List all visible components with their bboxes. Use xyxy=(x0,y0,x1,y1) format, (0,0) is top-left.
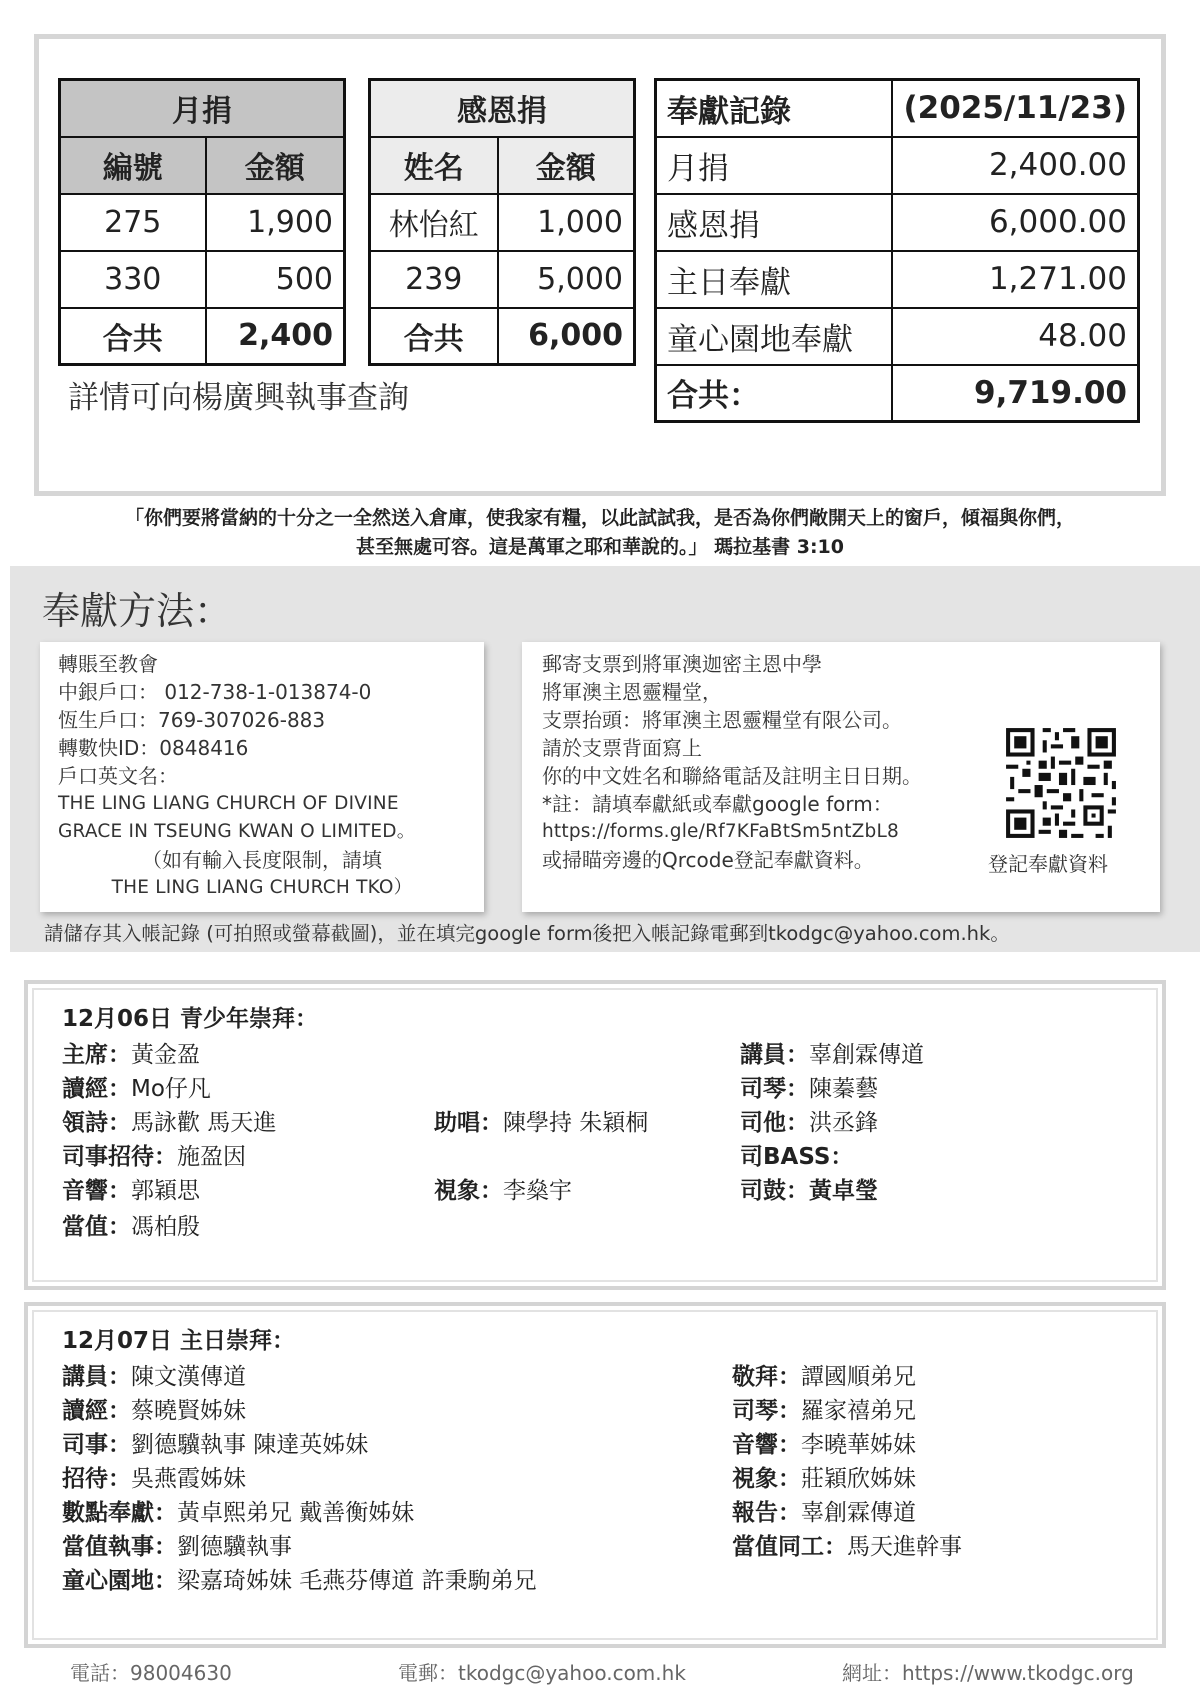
role-label: 司琴： xyxy=(740,1076,809,1102)
thanks-total-label: 合共 xyxy=(370,308,498,365)
google-form-link[interactable]: https://forms.gle/Rf7KFaBtSm5ntZbL8 xyxy=(542,821,899,842)
role-person: 馬天進幹事 xyxy=(847,1534,962,1560)
table-row xyxy=(656,251,1139,308)
offering-record-table xyxy=(654,78,1140,423)
record-row-amount: 6,000.00 xyxy=(892,194,1139,251)
sunday-kids-corner xyxy=(62,1562,537,1595)
table-row xyxy=(656,194,1139,251)
sunday-duty-staff xyxy=(732,1528,962,1561)
thanksgiving-offering-table xyxy=(368,78,636,366)
role-label: 司他： xyxy=(740,1110,809,1136)
record-row-label: 主日奉獻 xyxy=(656,251,892,308)
hang-seng-account-line[interactable]: 恆生戶口：769-307026-883 xyxy=(58,708,326,732)
bible-verse-line1: 「你們要將當納的十分之一全然送入倉庫，使我家有糧，以此試試我，是否為你們敞開天上的窗戶，傾福與你們， xyxy=(124,507,1075,529)
role-person: 羅家禧弟兄 xyxy=(801,1398,916,1424)
table-row xyxy=(60,194,345,251)
thanks-table-title: 感恩捐 xyxy=(370,80,635,137)
youth-drum xyxy=(740,1172,878,1205)
col-header-name: 姓名 xyxy=(370,137,498,194)
role-label: 視象： xyxy=(434,1178,503,1204)
sunday-speaker xyxy=(62,1358,246,1391)
cheque-line: 支票抬頭：將軍澳主恩靈糧堂有限公司。 xyxy=(542,708,902,732)
monthly-total-label: 合共 xyxy=(60,308,206,365)
monthly-offering-table xyxy=(58,78,346,366)
record-row-label: 童心園地奉獻 xyxy=(656,308,892,365)
role-person: 陳學持 朱穎桐 xyxy=(503,1110,649,1136)
cheque-line: 將軍澳主恩靈糧堂， xyxy=(542,680,722,704)
role-label: 數點奉獻： xyxy=(62,1500,177,1526)
table-row xyxy=(60,308,345,365)
role-person: 劉德驥執事 陳達英姊妹 xyxy=(131,1432,369,1458)
role-person: 李曉華姊妹 xyxy=(801,1432,916,1458)
record-total-label: 合共： xyxy=(656,365,892,422)
cheque-line: 你的中文姓名和聯絡電話及註明主日日期。 xyxy=(542,764,922,788)
bible-verse-line2: 甚至無處可容。這是萬軍之耶和華說的。」 瑪拉基書 3:10 xyxy=(356,536,844,558)
table-row xyxy=(370,251,635,308)
role-label: 助唱： xyxy=(434,1110,503,1136)
sunday-sound xyxy=(732,1426,916,1459)
account-name-line: THE LING LIANG CHURCH OF DIVINE xyxy=(58,793,399,814)
role-person: 馬詠歡 馬天進 xyxy=(131,1110,277,1136)
youth-piano xyxy=(740,1070,878,1103)
table-row xyxy=(370,194,635,251)
youth-guitar xyxy=(740,1104,878,1137)
footer-phone: 電話：98004630 xyxy=(70,1661,232,1685)
table-row xyxy=(656,308,1139,365)
role-label: 講員： xyxy=(740,1042,809,1068)
role-label: 主席： xyxy=(62,1042,131,1068)
youth-duty xyxy=(62,1208,200,1241)
role-person: 陳蓁藝 xyxy=(809,1076,878,1102)
fps-id-line[interactable]: 轉數快ID：0848416 xyxy=(58,736,249,760)
cheque-card xyxy=(522,642,1160,912)
monthly-total-value: 2,400 xyxy=(206,308,345,365)
role-label: 招待： xyxy=(62,1466,131,1492)
record-date: (2025/11/23) xyxy=(892,80,1139,137)
length-limit-note: （如有輸入長度限制，請填 xyxy=(142,848,382,872)
sunday-worship xyxy=(732,1358,916,1391)
footer-website[interactable]: 網址：https://www.tkodgc.org xyxy=(842,1661,1134,1685)
sunday-report xyxy=(732,1494,916,1527)
role-person: 郭穎思 xyxy=(131,1178,200,1204)
sunday-piano xyxy=(732,1392,916,1425)
role-person: 李燊宇 xyxy=(503,1178,572,1204)
record-title: 奉獻記錄 xyxy=(656,80,892,137)
role-person: 黃卓瑩 xyxy=(809,1178,878,1204)
thanks-row-name: 林怡紅 xyxy=(370,194,498,251)
role-label: 司事招待： xyxy=(62,1144,177,1170)
role-label: 司琴： xyxy=(732,1398,801,1424)
col-header-number: 編號 xyxy=(60,137,206,194)
qrcode-note: 或掃瞄旁邊的Qrcode登記奉獻資料。 xyxy=(542,848,874,872)
record-row-amount: 2,400.00 xyxy=(892,137,1139,194)
thanks-row-name: 239 xyxy=(370,251,498,308)
monthly-row-number: 330 xyxy=(60,251,206,308)
monthly-row-amount: 500 xyxy=(206,251,345,308)
col-header-amount: 金額 xyxy=(498,137,635,194)
cheque-line: 請於支票背面寫上 xyxy=(542,736,702,760)
youth-visual xyxy=(434,1172,572,1205)
sunday-visual xyxy=(732,1460,916,1493)
record-total-value: 9,719.00 xyxy=(892,365,1139,422)
role-label: 當值執事： xyxy=(62,1534,177,1560)
monthly-table-title: 月捐 xyxy=(60,80,345,137)
giving-methods-section xyxy=(10,566,1200,952)
role-person: 蔡曉賢姊妹 xyxy=(131,1398,246,1424)
role-person: 辜創霖傳道 xyxy=(809,1042,924,1068)
sunday-service-title: 12月07日 主日崇拜： xyxy=(62,1328,296,1354)
role-person: 黃金盈 xyxy=(131,1042,200,1068)
role-label: 讀經： xyxy=(62,1398,131,1424)
bank-transfer-line: 轉賬至教會 xyxy=(58,652,158,676)
role-label: 童心園地： xyxy=(62,1568,177,1594)
sunday-duty-deacon xyxy=(62,1528,292,1561)
boc-account-line[interactable]: 中銀戶口： 012-738-1-013874-0 xyxy=(58,680,372,704)
role-label: 報告： xyxy=(732,1500,801,1526)
role-person: 吳燕霞姊妹 xyxy=(131,1466,246,1492)
youth-speaker xyxy=(740,1036,924,1069)
sunday-usher xyxy=(62,1460,246,1493)
bank-transfer-card xyxy=(40,642,484,912)
footer-email[interactable]: 電郵：tkodgc@yahoo.com.hk xyxy=(398,1661,686,1685)
role-person: 辜創霖傳道 xyxy=(801,1500,916,1526)
role-person: 莊穎欣姊妹 xyxy=(801,1466,916,1492)
role-person: 劉德驥執事 xyxy=(177,1534,292,1560)
giving-methods-title: 奉獻方法： xyxy=(42,589,233,633)
qr-code-label: 登記奉獻資料 xyxy=(988,852,1108,876)
table-row xyxy=(656,365,1139,422)
youth-bass xyxy=(740,1138,853,1171)
thanks-row-amount: 1,000 xyxy=(498,194,635,251)
cheque-line: 郵寄支票到將軍澳迦密主恩中學 xyxy=(542,652,822,676)
youth-sound xyxy=(62,1172,200,1205)
role-person: 洪丞鋒 xyxy=(809,1110,878,1136)
sunday-steward xyxy=(62,1426,368,1459)
youth-service-title: 12月06日 青少年崇拜： xyxy=(62,1006,319,1032)
table-row xyxy=(60,251,345,308)
monthly-row-number: 275 xyxy=(60,194,206,251)
youth-chair xyxy=(62,1036,200,1069)
short-account-name: THE LING LIANG CHURCH TKO） xyxy=(111,877,413,898)
role-label: 當值： xyxy=(62,1214,131,1240)
role-person: 譚國順弟兄 xyxy=(801,1364,916,1390)
col-header-amount: 金額 xyxy=(206,137,345,194)
record-row-amount: 48.00 xyxy=(892,308,1139,365)
thanks-row-amount: 5,000 xyxy=(498,251,635,308)
role-label: 音響： xyxy=(62,1178,131,1204)
qr-code-icon[interactable] xyxy=(1002,724,1120,842)
table-row xyxy=(656,137,1139,194)
role-label: 音響： xyxy=(732,1432,801,1458)
sunday-service-box xyxy=(24,1302,1166,1648)
role-label: 視象： xyxy=(732,1466,801,1492)
role-person: 施盈因 xyxy=(177,1144,246,1170)
youth-service-box xyxy=(24,980,1166,1290)
role-person: Mo仔凡 xyxy=(131,1076,211,1102)
role-label: 當值同工： xyxy=(732,1534,847,1560)
record-row-amount: 1,271.00 xyxy=(892,251,1139,308)
record-row-label: 感恩捐 xyxy=(656,194,892,251)
role-person: 梁嘉琦姊妹 毛燕芬傳道 許秉駒弟兄 xyxy=(177,1568,537,1594)
sunday-reading xyxy=(62,1392,246,1425)
youth-worship-lead xyxy=(62,1104,276,1137)
thanks-total-value: 6,000 xyxy=(498,308,635,365)
youth-reading xyxy=(62,1070,211,1103)
role-label: 講員： xyxy=(62,1364,131,1390)
enquiry-note: 詳情可向楊廣興執事查詢 xyxy=(68,380,409,416)
monthly-row-amount: 1,900 xyxy=(206,194,345,251)
role-person: 馮柏殷 xyxy=(131,1214,200,1240)
table-row xyxy=(370,308,635,365)
role-label: 司事： xyxy=(62,1432,131,1458)
save-record-note: 請儲存其入帳記錄 (可拍照或螢幕截圖)，並在填完google form後把入帳記錄電郵到tkodgc@yahoo.com.hk。 xyxy=(44,922,1010,945)
account-name-label: 戶口英文名： xyxy=(58,764,178,788)
youth-usher xyxy=(62,1138,246,1171)
role-person: 陳文漢傳道 xyxy=(131,1364,246,1390)
role-label: 司BASS： xyxy=(740,1144,854,1170)
role-label: 讀經： xyxy=(62,1076,131,1102)
role-label: 領詩： xyxy=(62,1110,131,1136)
google-form-note: *註：請填奉獻紙或奉獻google form： xyxy=(542,792,893,816)
role-label: 司鼓： xyxy=(740,1178,809,1204)
role-label: 敬拜： xyxy=(732,1364,801,1390)
account-name-line: GRACE IN TSEUNG KWAN O LIMITED。 xyxy=(58,821,416,842)
youth-vocal xyxy=(434,1104,648,1137)
sunday-offering-count xyxy=(62,1494,414,1527)
record-row-label: 月捐 xyxy=(656,137,892,194)
role-person: 黃卓熙弟兄 戴善衡姊妹 xyxy=(177,1500,415,1526)
